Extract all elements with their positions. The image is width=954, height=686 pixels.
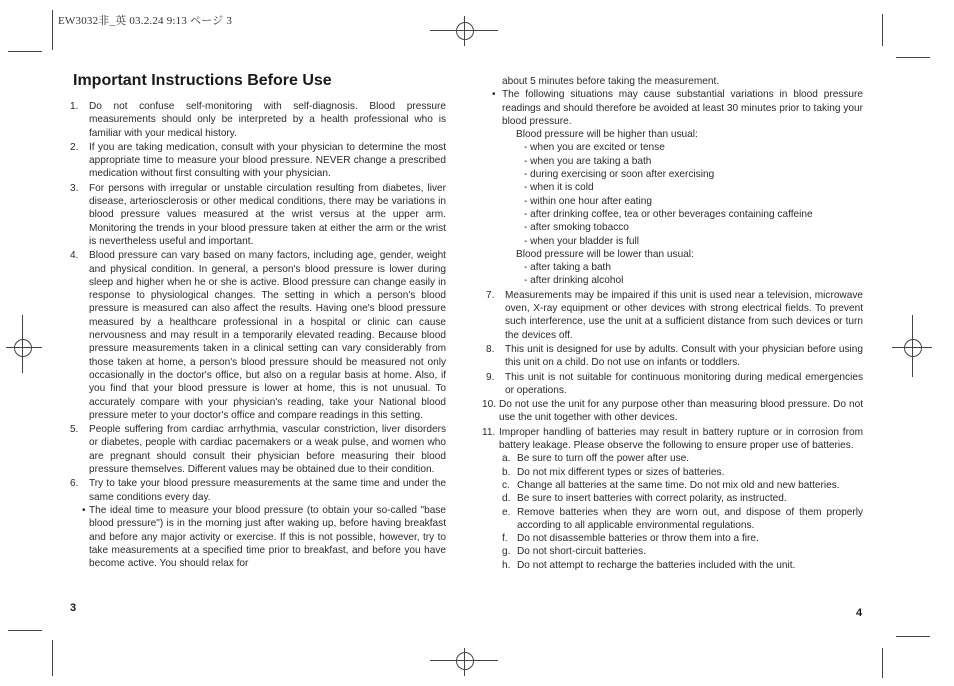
page-number-right: 4 <box>856 607 863 619</box>
crop-mark <box>882 648 883 678</box>
item-number: 9. <box>486 371 495 383</box>
instruction-item <box>482 398 863 425</box>
bullet-text: The following situations may cause substantial variations in blood pressure readings and should therefore be avoided at least 30 minutes prior to taking your blood pressure. <box>502 89 863 127</box>
list-item: - within one hour after eating <box>524 195 652 207</box>
instruction-item <box>486 343 863 370</box>
item-number: 4. <box>70 250 79 262</box>
item-text: Do not use the unit for any purpose other than measuring blood pressure. Do not use the unit together with other devices. <box>499 399 863 424</box>
item-text: For persons with irregular or unstable circulation resulting from diabetes, liver disease, arteriosclerosis or other medical conditions, there may be variations in blood pressure values measured at the wrist versus at the upper arm. Monitoring the trends in your blood pressure taken at either the arm or the wrist is nevertheless useful and important. <box>89 182 446 247</box>
list-item: - after taking a bath <box>524 262 611 274</box>
item-text: If you are taking medication, consult with your physician to determine the most appropriate time to measure your blood pressure. NEVER change a prescribed medication without first consulting with your physician. <box>89 141 446 180</box>
continued-text: about 5 minutes before taking the measurement. <box>502 76 720 87</box>
left-column <box>70 100 446 570</box>
list-item: - after drinking coffee, tea or other beverages containing caffeine <box>524 208 813 220</box>
higher-label: Blood pressure will be higher than usual: <box>516 129 698 141</box>
instruction-item <box>70 182 446 248</box>
right-column <box>482 75 863 572</box>
list-item: - when you are taking a bath <box>524 155 652 167</box>
item-number: 8. <box>486 343 495 355</box>
bullet-mark: • <box>82 504 86 516</box>
crop-mark <box>8 51 42 52</box>
crop-mark <box>882 14 883 46</box>
instruction-item <box>486 371 863 398</box>
list-item: d. Be sure to insert batteries with correct polarity, as instructed. <box>502 493 787 505</box>
list-item: c. Change all batteries at the same time. Do not mix old and new batteries. <box>502 479 840 491</box>
item-text: This unit is designed for use by adults. Consult with your physician before using this unit on a child. Do not use on infants or toddlers. <box>505 343 863 369</box>
item-number: 2. <box>70 141 79 153</box>
list-item: - after smoking tobacco <box>524 222 629 234</box>
crop-mark <box>896 636 930 637</box>
item-number: 7. <box>486 289 495 301</box>
instruction-item <box>70 141 446 181</box>
item-text: Do not confuse self-monitoring with self-diagnosis. Blood pressure measurements should only be interpreted by a health professional who is familiar with your medical history. <box>89 101 446 139</box>
list-item: g. Do not short-circuit batteries. <box>502 546 647 558</box>
item-text: Blood pressure can vary based on many factors, including age, gender, weight and physical condition. In general, a person's blood pressure is lower during sleep and higher when he or she is active. Blood pressure can change easily in response to physiological changes. The setting in which a person's blood pressure is measured can also affect the results. Having one's blood pressure measured by a healthcare professional in a hospital or clinic can cause nervousness and may result in a temporarily elevated reading. Because blood pressure measurements taken in a clinical setting can vary considerably from those taken at home, a person's blood pressure should be measured not only occasionally in the doctor's office, but also on a regular basis at home. Also, if you find that your blood pressure is lower at home, this is not unusual. To accurately compare with your physician's reading, take your National blood pressure meter to your doctor's office and compare readings in this setting. <box>89 250 446 421</box>
crop-mark <box>52 10 53 50</box>
instruction-item <box>70 100 446 140</box>
item-text: Try to take your blood pressure measurements at the same time and under the same conditions every day. <box>89 478 446 503</box>
item-number: 1. <box>70 101 79 112</box>
bullet-item <box>79 504 446 570</box>
item-number: 6. <box>70 478 79 490</box>
list-item: - when it is cold <box>524 182 594 194</box>
lower-list <box>486 261 863 288</box>
list-item: a. Be sure to turn off the power after use. <box>502 453 690 465</box>
item-text: Improper handling of batteries may result in battery rupture or in corrosion from battery leakage. Please observe the following to ensure proper use of batteries. <box>499 426 863 452</box>
item-text: Measurements may be impaired if this unit is used near a television, microwave oven, X-ray equipment or other devices with strong electrical fields. To prevent such interference, use the unit at a sufficient distance from such devices or turn the devices off. <box>505 289 863 341</box>
bullet-text: The ideal time to measure your blood pressure (to obtain your so-called "base blood pressure") is in the morning just after waking up, before having breakfast and before any major activity or exercise. If this is not possible, however, try to take measurements at a specified time prior to breakfast, and before you have become active. You should relax for <box>89 504 446 570</box>
list-item: f. Do not disassemble batteries or throw them into a fire. <box>502 533 759 545</box>
list-item: - when your bladder is full <box>524 235 640 247</box>
lower-label: Blood pressure will be lower than usual: <box>516 248 694 260</box>
instruction-item <box>486 289 863 342</box>
higher-list <box>486 141 863 247</box>
item-number: 5. <box>70 424 79 436</box>
instruction-item <box>70 249 446 422</box>
list-item: - when you are excited or tense <box>524 142 665 154</box>
item-text: This unit is not suitable for continuous monitoring during medical emergencies or operations. <box>505 371 863 396</box>
page-title: Important Instructions Before Use <box>73 72 332 89</box>
bullet-mark: • <box>492 89 496 101</box>
list-item: - after drinking alcohol <box>524 275 624 287</box>
battery-list <box>486 452 863 572</box>
item-number: 11. <box>482 426 496 438</box>
list-item: e. Remove batteries when they are worn out, and dispose of them properly according to all applicable environmental regulations. <box>502 506 863 531</box>
item-number: 3. <box>70 182 79 194</box>
instruction-item <box>70 477 446 504</box>
print-job-header: EW3032非_英 03.2.24 9:13 ページ 3 <box>58 15 233 27</box>
crop-mark <box>52 640 53 676</box>
crop-mark <box>8 630 42 631</box>
instruction-item <box>70 423 446 476</box>
bullet-item <box>486 88 863 128</box>
list-item: h. Do not attempt to recharge the batteries included with the unit. <box>502 559 796 571</box>
crop-mark <box>896 57 930 58</box>
item-number: 10. <box>482 399 497 411</box>
page-number-left: 3 <box>70 602 77 614</box>
instruction-item <box>482 426 863 453</box>
list-item: - during exercising or soon after exercising <box>524 169 715 181</box>
item-text: People suffering from cardiac arrhythmia, vascular constriction, liver disorders or diabetes, people with cardiac pacemakers or a weak pulse, and women who are pregnant should consult their physician before measuring their blood pressure themselves. Different values may be obtained due to their condition. <box>89 424 446 476</box>
list-item: b. Do not mix different types or sizes of batteries. <box>502 466 725 478</box>
